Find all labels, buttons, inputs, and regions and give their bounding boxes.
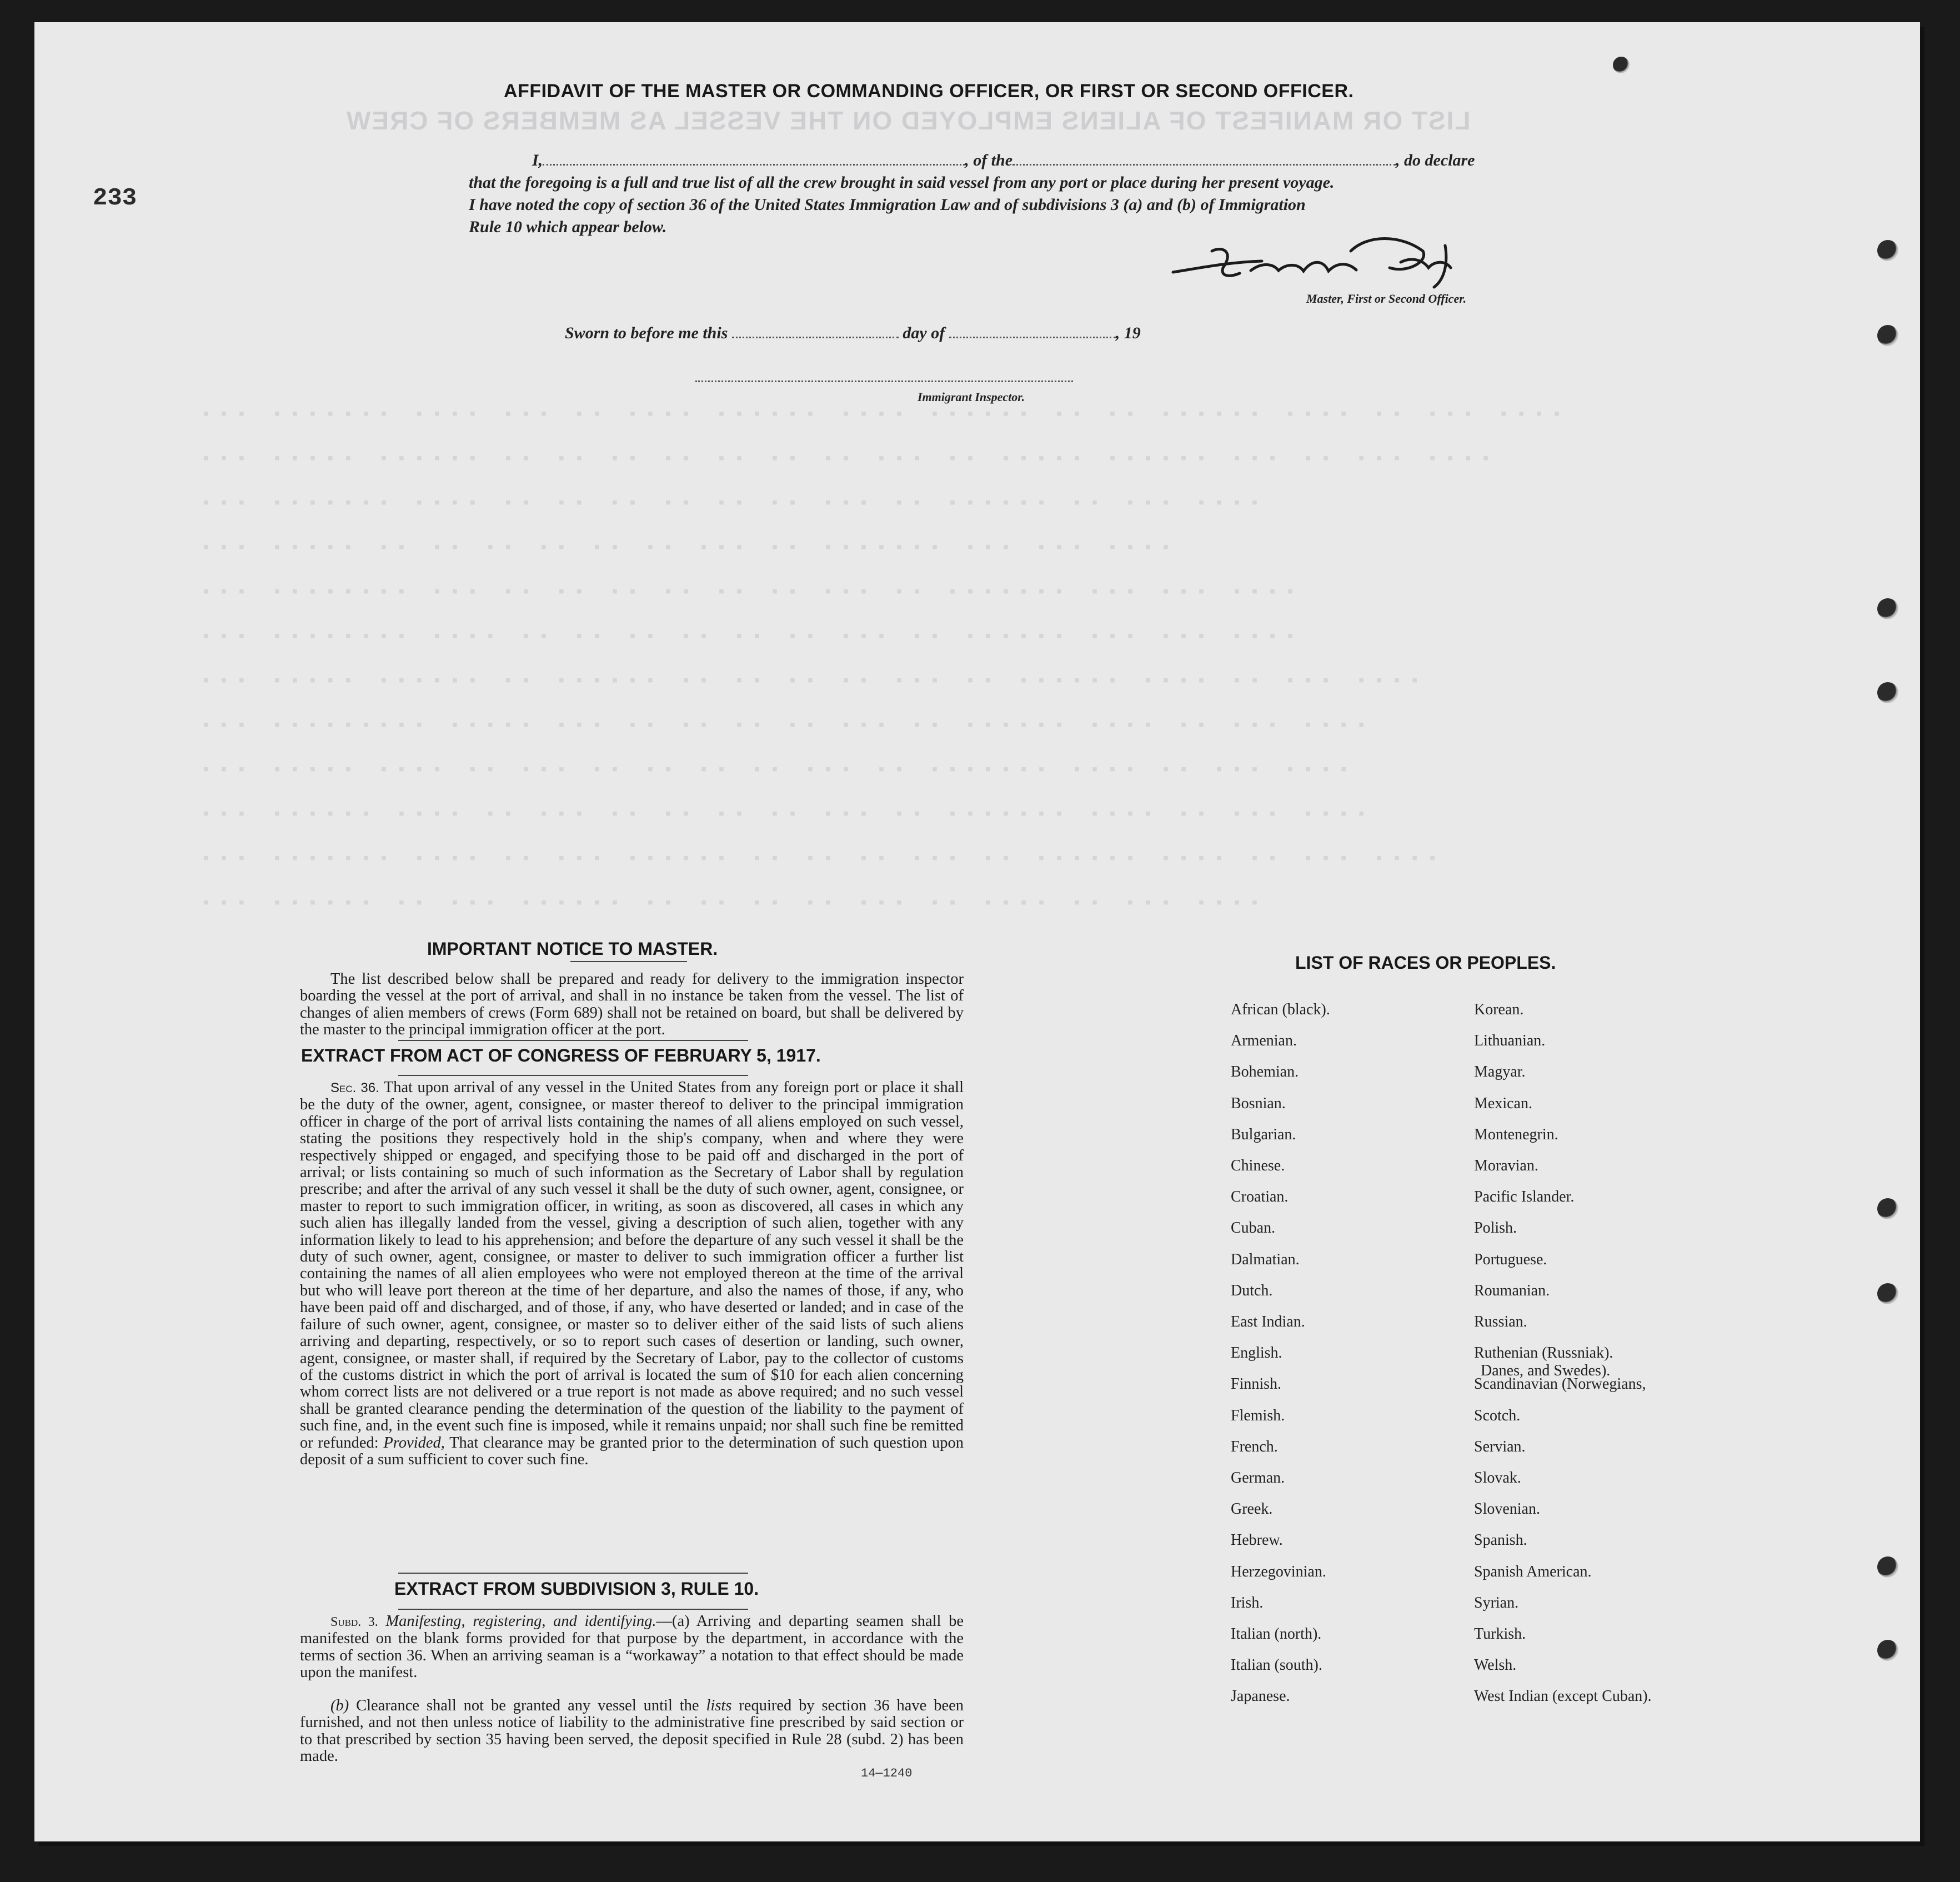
rule-para-b-post: required by section 36 have been furnished, and not then unless notice of liability to the administrative fine prescribed by said section or to that prescribed by section 35 having been served, the deposit specified in Rule 28 (subd. 2) has been made. bbox=[300, 1697, 964, 1765]
race-item: Portuguese. bbox=[1474, 1250, 1547, 1268]
document-sheet bbox=[34, 22, 1920, 1841]
rule-subd-label: Subd. 3. bbox=[330, 1615, 378, 1629]
race-item: Mexican. bbox=[1474, 1094, 1532, 1112]
race-item: Magyar. bbox=[1474, 1063, 1526, 1081]
binder-hole bbox=[1877, 1283, 1898, 1304]
show-through-row: ▪▪▪ ▪▪▪▪▪ ▪▪▪▪ ▪▪ ▪▪▪ ▪▪ ▪▪ ▪▪ ▪▪ ▪▪▪ ▪▪ ▪▪▪▪▪▪▪ ▪▪▪▪ ▪▪ ▪▪▪ ▪▪▪▪ bbox=[201, 761, 1357, 780]
races-title: LIST OF RACES OR PEOPLES. bbox=[1295, 953, 1556, 973]
affidavit-of-the: , of the bbox=[965, 151, 1013, 169]
race-item: Korean. bbox=[1474, 1001, 1524, 1018]
rule-subd-heading: Manifesting, registering, and identifying. bbox=[385, 1613, 656, 1630]
binder-hole bbox=[1877, 325, 1898, 346]
show-through-row: ▪▪▪ ▪▪▪▪▪▪▪ ▪▪▪▪ ▪▪ ▪▪▪ ▪▪▪▪▪▪ ▪▪ ▪▪ ▪▪ ▪▪▪ ▪▪ ▪▪▪▪▪▪ ▪▪▪▪ ▪▪ ▪▪▪ ▪▪▪▪ bbox=[201, 850, 1446, 869]
race-item: Herzegovinian. bbox=[1231, 1563, 1326, 1580]
affidavit-line-4: Rule 10 which appear below. bbox=[469, 218, 667, 236]
race-item: West Indian (except Cuban). bbox=[1474, 1688, 1652, 1705]
race-item: Bosnian. bbox=[1231, 1094, 1286, 1112]
show-through-row: ▪▪▪ ▪▪▪▪▪▪ ▪▪▪▪ ▪▪ ▪▪▪ ▪▪ ▪▪ ▪▪ ▪▪ ▪▪▪ ▪▪ ▪▪▪▪▪▪▪ ▪▪▪▪ ▪▪ ▪▪▪ ▪▪▪▪ bbox=[201, 805, 1375, 824]
race-item: Croatian. bbox=[1231, 1188, 1289, 1206]
show-through-row: ▪▪▪ ▪▪▪▪▪ ▪▪ ▪▪ ▪▪ ▪▪ ▪▪ ▪▪ ▪▪▪ ▪▪ ▪▪▪▪▪▪▪ ▪▪▪ ▪▪▪ ▪▪▪▪ bbox=[201, 539, 1179, 558]
show-through-row: ▪▪▪ ▪▪▪▪▪▪▪▪ ▪▪▪ ▪▪ ▪▪ ▪▪ ▪▪ ▪▪ ▪▪ ▪▪▪ ▪▪ ▪▪▪▪▪▪▪ ▪▪▪ ▪▪▪ ▪▪▪▪ bbox=[201, 583, 1304, 602]
affidavit-declare: , do declare bbox=[1396, 151, 1475, 169]
race-item: Syrian. bbox=[1474, 1594, 1519, 1611]
binder-hole bbox=[1877, 1640, 1898, 1661]
inspector-caption: Immigrant Inspector. bbox=[918, 390, 1025, 404]
race-item: Finnish. bbox=[1231, 1375, 1282, 1393]
binder-hole bbox=[1877, 598, 1898, 619]
race-item: German. bbox=[1231, 1469, 1285, 1486]
race-item: Montenegrin. bbox=[1474, 1125, 1558, 1143]
binder-hole bbox=[1877, 1556, 1898, 1578]
sworn-year: , 19 bbox=[1115, 324, 1141, 342]
binder-hole bbox=[1877, 240, 1898, 261]
rule-para-b bbox=[300, 1698, 964, 1765]
race-item: Pacific Islander. bbox=[1474, 1188, 1575, 1206]
race-item: East Indian. bbox=[1231, 1313, 1305, 1330]
race-item: Slovenian. bbox=[1474, 1500, 1540, 1518]
act-section-label: Sec. 36. bbox=[330, 1080, 379, 1095]
rule-para-b-label: (b) bbox=[330, 1697, 349, 1714]
divider-3 bbox=[398, 1573, 748, 1574]
sworn-month-blank bbox=[949, 327, 1116, 338]
show-through-title: LIST OR MANIFEST OF ALIENS EMPLOYED ON THE VESSEL AS MEMBERS OF CREW bbox=[345, 106, 1471, 135]
binder-hole bbox=[1877, 1198, 1898, 1219]
signature-caption: Master, First or Second Officer. bbox=[1306, 292, 1467, 306]
race-item: Japanese. bbox=[1231, 1688, 1290, 1705]
race-item: Bohemian. bbox=[1231, 1063, 1299, 1081]
master-signature bbox=[1167, 229, 1478, 290]
race-item: Lithuanian. bbox=[1474, 1032, 1546, 1050]
race-item: Polish. bbox=[1474, 1219, 1517, 1237]
race-item: Welsh. bbox=[1474, 1656, 1517, 1674]
sworn-day-of: day of bbox=[903, 324, 945, 342]
form-number: 14—1240 bbox=[861, 1766, 913, 1780]
race-item: Italian (north). bbox=[1231, 1625, 1322, 1643]
sworn-line bbox=[565, 324, 1141, 343]
race-item: Russian. bbox=[1474, 1313, 1527, 1330]
divider-4 bbox=[398, 1609, 748, 1610]
race-item: Italian (south). bbox=[1231, 1656, 1322, 1674]
race-item: Armenian. bbox=[1231, 1032, 1297, 1050]
sworn-label: Sworn to before me this bbox=[565, 324, 728, 342]
binder-hole bbox=[1877, 682, 1898, 703]
race-item: Cuban. bbox=[1231, 1219, 1276, 1237]
inspector-signature-line bbox=[695, 381, 1073, 382]
race-item: Scotch. bbox=[1474, 1407, 1521, 1424]
show-through-row: ▪▪▪ ▪▪▪▪▪▪▪▪ ▪▪▪▪ ▪▪ ▪▪ ▪▪ ▪▪ ▪▪ ▪▪ ▪▪▪ ▪▪ ▪▪▪▪▪▪ ▪▪▪ ▪▪▪ ▪▪▪▪ bbox=[201, 628, 1304, 647]
race-item: Spanish. bbox=[1474, 1531, 1527, 1549]
race-item: Roumanian. bbox=[1474, 1282, 1550, 1299]
race-item: Ruthenian (Russniak). bbox=[1474, 1344, 1613, 1362]
vessel-blank bbox=[1012, 154, 1396, 166]
act-provided: Provided, bbox=[383, 1434, 445, 1451]
race-item: Scandinavian (Norwegians, bbox=[1474, 1375, 1646, 1393]
race-item: Servian. bbox=[1474, 1438, 1526, 1455]
act-body-text: That upon arrival of any vessel in the United States from any foreign port or place it shall be the duty of the owner, agent, consignee, or master thereof to deliver to the principal immigration officer in charge of the port of arrival lists containing the names of all aliens employed on such vessel, stating the positions they respectively hold in the ship's company, when and where they were respectively shipped or engaged, and specifying those to be paid off and discharged in the port of arrival; or lists containing so much of such information as the Secretary of Labor shall by regulation prescribe; and after the arrival of any such vessel it shall be the duty of such owner, agent, consignee, or master to report to such immigration officer, in writing, as soon as discovered, all cases in which any such alien has illegally landed from the vessel, giving a description of such alien, together with any information likely to lead to his apprehension; and before the departure of any such vessel it shall be the duty of such owner, agent, consignee, or master to deliver to such immigration officer a further list containing the names of all alien employees who were not employed thereon at the time of the arrival but who will leave port thereon at the time of her departure, and also the names of those, if any, who have been paid off and discharged, and of those, if any, who have deserted or landed; and in case of the failure of such owner, agent, consignee, or master so to deliver either of the said lists of such aliens arriving and departing, respectively, or so to report such cases of desertion or landing, such owner, agent, consignee, or master shall, if required by the Secretary of Labor, pay to the collector of customs of the customs district in which the port of arrival is located the sum of $10 for each alien concerning whom correct lists are not delivered or a true report is not made as above required; and no such vessel shall be granted clearance pending the determination of the question of the liability to the payment of such fine, and, in the event such fine is imposed, while it remains unpaid; nor shall such fine be remitted or refunded: bbox=[300, 1079, 964, 1451]
rule-para-b-lists: lists bbox=[706, 1697, 732, 1714]
show-through-row: ▪▪▪ ▪▪▪▪▪ ▪▪▪▪▪▪ ▪▪ ▪▪ ▪▪ ▪▪ ▪▪ ▪▪ ▪▪ ▪▪▪ ▪▪ ▪▪▪▪▪ ▪▪▪▪▪▪ ▪▪▪ ▪▪ ▪▪▪ ▪▪▪▪ bbox=[201, 450, 1499, 469]
divider-2 bbox=[398, 1075, 748, 1076]
affidavit-line-1 bbox=[532, 151, 1475, 170]
rule-title: EXTRACT FROM SUBDIVISION 3, RULE 10. bbox=[394, 1579, 759, 1599]
page-number-stamp: 233 bbox=[93, 184, 137, 212]
race-item: Chinese. bbox=[1231, 1157, 1285, 1174]
race-item: Dalmatian. bbox=[1231, 1250, 1300, 1268]
rule-para-b-pre: Clearance shall not be granted any vessel until the bbox=[356, 1697, 699, 1714]
show-through-row: ▪▪▪ ▪▪▪▪▪ ▪▪▪▪▪▪ ▪▪ ▪▪▪▪▪▪ ▪▪ ▪▪ ▪▪ ▪▪ ▪▪▪ ▪▪ ▪▪▪▪▪▪ ▪▪▪▪ ▪▪ ▪▪▪ ▪▪▪▪ bbox=[201, 672, 1428, 691]
race-item: Slovak. bbox=[1474, 1469, 1521, 1486]
act-body bbox=[300, 1079, 964, 1468]
show-through-row: ▪▪▪ ▪▪▪▪▪▪ ▪▪ ▪▪▪ ▪▪▪▪▪▪ ▪▪ ▪▪ ▪▪ ▪▪ ▪▪▪ ▪▪ ▪▪▪▪ ▪▪ ▪▪▪ ▪▪▪▪ bbox=[201, 894, 1268, 913]
affidavit-line-3: I have noted the copy of section 36 of the United States Immigration Law and of subdivisions 3 (a) and (b) of Immigration bbox=[469, 196, 1306, 214]
affidavit-title: AFFIDAVIT OF THE MASTER OR COMMANDING OFFICER, OR FIRST OR SECOND OFFICER. bbox=[504, 81, 1354, 102]
affidavit-line-2: that the foregoing is a full and true list of all the crew brought in said vessel from any port or place during her present voyage. bbox=[469, 173, 1335, 192]
race-item: French. bbox=[1231, 1438, 1278, 1455]
race-item: Turkish. bbox=[1474, 1625, 1526, 1643]
binder-hole bbox=[1613, 57, 1630, 73]
show-through-row: ▪▪▪ ▪▪▪▪▪▪▪ ▪▪▪▪ ▪▪▪ ▪▪ ▪▪▪▪ ▪▪▪▪▪▪ ▪▪▪▪ ▪▪▪▪▪▪ ▪▪ ▪▪ ▪▪▪▪▪▪ ▪▪▪▪ ▪▪ ▪▪▪ ▪▪▪▪ bbox=[201, 406, 1570, 424]
race-item: Dutch. bbox=[1231, 1282, 1273, 1299]
name-blank bbox=[543, 154, 965, 166]
act-body-end: That clearance may be granted prior to the determination of such question upon deposit of a sum sufficient to cover such fine. bbox=[300, 1434, 964, 1468]
notice-title-underline bbox=[570, 961, 687, 962]
race-item: Hebrew. bbox=[1231, 1531, 1283, 1549]
rule-para-a-text: —(a) Arriving and departing seamen shall be manifested on the blank forms provided for that purpose by the department, in accordance with the terms of section 36. When an arriving seaman is a “workaway” a notation to that effect should be made upon the manifest. bbox=[300, 1613, 964, 1681]
race-item: Moravian. bbox=[1474, 1157, 1538, 1174]
affidavit-i: I, bbox=[532, 151, 543, 169]
notice-title: IMPORTANT NOTICE TO MASTER. bbox=[427, 939, 718, 959]
race-item: African (black). bbox=[1231, 1001, 1330, 1018]
race-item: Greek. bbox=[1231, 1500, 1273, 1518]
race-item: Flemish. bbox=[1231, 1407, 1285, 1424]
race-item: Bulgarian. bbox=[1231, 1125, 1296, 1143]
show-through-row: ▪▪▪ ▪▪▪▪▪▪▪ ▪▪▪▪ ▪▪ ▪▪ ▪▪ ▪▪ ▪▪ ▪▪ ▪▪▪ ▪▪ ▪▪▪▪▪▪ ▪▪ ▪▪▪ ▪▪▪▪ bbox=[201, 494, 1268, 513]
divider-1 bbox=[398, 1040, 748, 1041]
show-through-row: ▪▪▪ ▪▪▪▪▪▪▪▪▪ ▪▪▪▪▪ ▪▪▪ ▪▪ ▪▪ ▪▪ ▪▪ ▪▪▪ ▪▪ ▪▪▪▪▪▪ ▪▪▪▪ ▪▪ ▪▪▪ ▪▪▪▪ bbox=[201, 717, 1375, 735]
act-title: EXTRACT FROM ACT OF CONGRESS OF FEBRUARY 5, 1917. bbox=[301, 1045, 821, 1065]
race-item: English. bbox=[1231, 1344, 1282, 1362]
rule-para-a bbox=[300, 1613, 964, 1681]
race-item: Spanish American. bbox=[1474, 1563, 1592, 1580]
race-item-scandinavian-continued: Danes, and Swedes). bbox=[1481, 1362, 1611, 1379]
notice-body: The list described below shall be prepared and ready for delivery to the immigration inspector boarding the vessel at the port of arrival, and shall in no instance be taken from the vessel. The list of changes of alien members of crews (Form 689) shall not be retained on board, but shall be delivered by the master to the principal immigration officer at the port. bbox=[300, 970, 964, 1039]
race-item: Irish. bbox=[1231, 1594, 1264, 1611]
sworn-day-blank bbox=[732, 327, 899, 338]
